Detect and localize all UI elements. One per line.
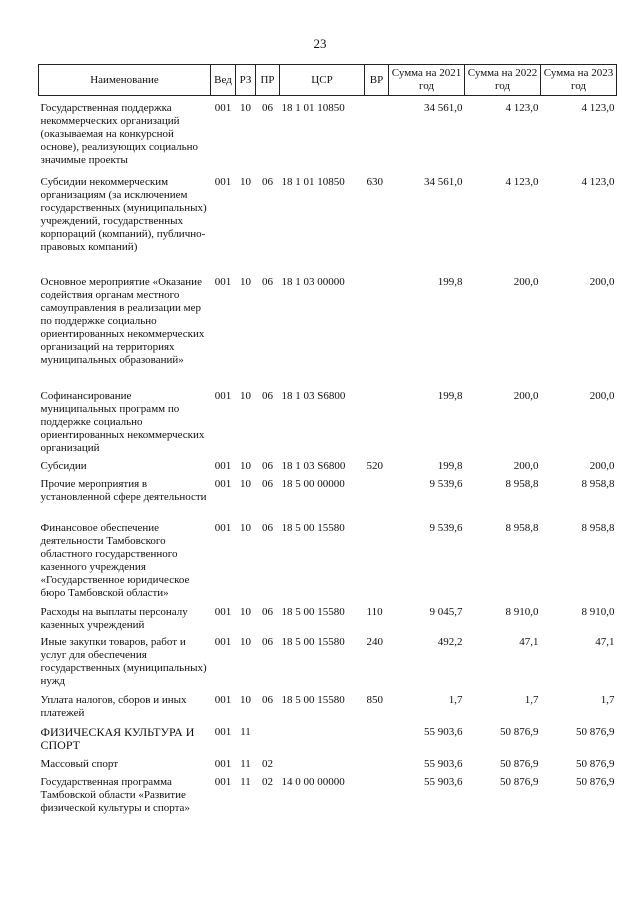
row-sum-2021: 55 903,6 (424, 758, 463, 770)
row-csr: 18 5 00 15580 (281, 606, 345, 618)
table-row (39, 102, 617, 176)
column-header-rz: РЗ (236, 65, 256, 96)
budget-table (38, 64, 617, 820)
row-pr: 06 (262, 522, 273, 534)
row-rz: 10 (240, 478, 251, 490)
row-name: Основное мероприятие «Оказание содействия органам местного самоуправления в реализации мер по поддержке социально ориентированных некоммерческих организаций на территориях муниципальных образований» (40, 276, 205, 366)
row-vr (365, 522, 389, 606)
row-rz: 10 (240, 694, 251, 706)
table-row (39, 276, 617, 390)
row-rz: 10 (240, 176, 251, 188)
row-ved: 001 (214, 276, 232, 288)
row-ved: 001 (214, 726, 232, 738)
row-name: Прочие мероприятия в установленной сфере деятельности (40, 478, 207, 503)
row-sum-2023: 50 876,9 (576, 726, 615, 738)
row-ved: 001 (214, 522, 232, 534)
row-pr: 02 (262, 776, 273, 788)
column-header-sum-2022: Сумма на 2022 год (465, 65, 541, 96)
row-sum-2021: 34 561,0 (424, 176, 463, 188)
row-sum-2021: 9 539,6 (429, 478, 463, 490)
row-rz: 10 (240, 276, 251, 288)
row-csr: 18 1 03 00000 (281, 276, 345, 288)
row-sum-2022: 8 958,8 (505, 522, 539, 534)
row-ved: 001 (214, 102, 232, 114)
table-row (39, 726, 617, 758)
row-sum-2023: 8 958,8 (581, 522, 615, 534)
row-pr: 06 (262, 102, 273, 114)
row-sum-2022: 50 876,9 (500, 758, 539, 770)
row-csr (280, 726, 365, 758)
row-ved: 001 (214, 460, 232, 472)
column-header-sum-2023: Сумма на 2023 год (541, 65, 617, 96)
row-csr: 18 1 01 10850 (281, 176, 345, 188)
row-name: Уплата налогов, сборов и иных платежей (40, 694, 187, 719)
row-pr: 06 (262, 176, 273, 188)
row-sum-2023: 200,0 (589, 390, 615, 402)
row-name: Софинансирование муниципальных программ по поддержке социально ориентированных некоммерческих организаций (40, 390, 205, 454)
row-name: Финансовое обеспечение деятельности Тамбовского областного государственного казенного учреждения «Государственное юридическое бюро Тамбовской области» (40, 522, 190, 599)
row-ved: 001 (214, 776, 232, 788)
column-header-sum-2021: Сумма на 2021 год (389, 65, 465, 96)
row-vr (365, 102, 389, 176)
row-ved: 001 (214, 478, 232, 490)
column-header-vr: ВР (365, 65, 389, 96)
row-name: Расходы на выплаты персоналу казенных учреждений (40, 606, 188, 631)
row-vr (365, 390, 389, 460)
column-header-ved: Вед (211, 65, 236, 96)
table-row (39, 606, 617, 636)
table-row (39, 176, 617, 276)
row-sum-2023: 200,0 (589, 276, 615, 288)
row-sum-2021: 199,8 (437, 390, 463, 402)
row-ved: 001 (214, 606, 232, 618)
row-sum-2023: 4 123,0 (581, 176, 615, 188)
row-ved: 001 (214, 758, 232, 770)
row-name: ФИЗИЧЕСКАЯ КУЛЬТУРА И СПОРТ (40, 725, 195, 752)
table-header (39, 65, 617, 96)
row-csr: 18 5 00 15580 (281, 694, 345, 706)
row-ved: 001 (214, 636, 232, 648)
row-sum-2023: 50 876,9 (576, 776, 615, 788)
column-header-pr: ПР (256, 65, 280, 96)
row-sum-2022: 4 123,0 (505, 176, 539, 188)
row-rz: 10 (240, 460, 251, 472)
table-row (39, 460, 617, 478)
row-sum-2021: 492,2 (437, 636, 463, 648)
row-sum-2023: 47,1 (595, 636, 615, 648)
row-vr (365, 478, 389, 522)
row-sum-2022: 1,7 (524, 694, 539, 706)
row-rz: 10 (240, 522, 251, 534)
table-row (39, 636, 617, 694)
row-csr (280, 758, 365, 776)
row-rz: 11 (240, 726, 251, 738)
row-sum-2021: 1,7 (448, 694, 463, 706)
row-sum-2021: 34 561,0 (424, 102, 463, 114)
row-vr (365, 776, 389, 820)
row-vr: 240 (366, 636, 383, 648)
table-row (39, 522, 617, 606)
row-sum-2023: 1,7 (600, 694, 615, 706)
row-vr: 630 (366, 176, 383, 188)
page-number: 23 (313, 36, 327, 51)
row-ved: 001 (214, 694, 232, 706)
column-header-csr: ЦСР (280, 65, 365, 96)
row-sum-2022: 8 910,0 (505, 606, 539, 618)
row-csr: 18 1 03 S6800 (281, 390, 346, 402)
row-pr: 06 (262, 276, 273, 288)
row-sum-2021: 9 539,6 (429, 522, 463, 534)
row-pr: 06 (262, 460, 273, 472)
table-row (39, 390, 617, 460)
row-rz: 10 (240, 102, 251, 114)
row-sum-2023: 8 910,0 (581, 606, 615, 618)
row-sum-2023: 50 876,9 (576, 758, 615, 770)
row-pr: 06 (262, 390, 273, 402)
row-rz: 10 (240, 390, 251, 402)
row-rz: 11 (240, 776, 251, 788)
row-pr: 06 (262, 606, 273, 618)
row-sum-2023: 8 958,8 (581, 478, 615, 490)
row-pr: 06 (262, 694, 273, 706)
row-pr: 06 (262, 636, 273, 648)
row-rz: 11 (240, 758, 251, 770)
row-sum-2022: 50 876,9 (500, 776, 539, 788)
table-row (39, 694, 617, 726)
row-sum-2022: 200,0 (513, 390, 539, 402)
row-vr (365, 726, 389, 758)
row-csr: 18 1 03 S6800 (281, 460, 346, 472)
table-row (39, 758, 617, 776)
row-name: Государственная поддержка некоммерческих организаций (оказываемая на конкурсной основе), реализующих социально значимые проекты (40, 102, 199, 166)
row-name: Субсидии (40, 460, 87, 472)
row-vr: 110 (366, 606, 383, 618)
row-pr: 02 (262, 758, 273, 770)
row-sum-2022: 50 876,9 (500, 726, 539, 738)
row-ved: 001 (214, 390, 232, 402)
row-rz: 10 (240, 606, 251, 618)
row-sum-2023: 200,0 (589, 460, 615, 472)
row-csr: 18 5 00 15580 (281, 522, 345, 534)
table-row (39, 478, 617, 522)
row-csr: 18 1 01 10850 (281, 102, 345, 114)
row-ved: 001 (214, 176, 232, 188)
table-row (39, 776, 617, 820)
row-sum-2021: 55 903,6 (424, 726, 463, 738)
row-vr: 850 (366, 694, 383, 706)
row-sum-2021: 55 903,6 (424, 776, 463, 788)
column-header-name: Наименование (39, 65, 211, 96)
table-body (39, 96, 617, 821)
row-pr (256, 726, 280, 758)
row-sum-2022: 8 958,8 (505, 478, 539, 490)
row-pr: 06 (262, 478, 273, 490)
row-rz: 10 (240, 636, 251, 648)
row-vr (365, 276, 389, 390)
row-csr: 18 5 00 15580 (281, 636, 345, 648)
row-name: Иные закупки товаров, работ и услуг для обеспечения государственных (муниципальных) нужд (40, 636, 207, 687)
row-sum-2023: 4 123,0 (581, 102, 615, 114)
row-sum-2022: 200,0 (513, 460, 539, 472)
row-csr: 18 5 00 00000 (281, 478, 345, 490)
row-sum-2021: 199,8 (437, 276, 463, 288)
row-sum-2021: 199,8 (437, 460, 463, 472)
row-sum-2022: 47,1 (519, 636, 539, 648)
row-sum-2021: 9 045,7 (429, 606, 463, 618)
row-name: Субсидии некоммерческим организациям (за исключением государственных (муниципальных) учреждений, государственных корпораций (компаний), публично-правовых компаний) (40, 176, 207, 253)
row-sum-2022: 200,0 (513, 276, 539, 288)
row-name: Массовый спорт (40, 758, 119, 770)
row-sum-2022: 4 123,0 (505, 102, 539, 114)
row-name: Государственная программа Тамбовской области «Развитие физической культуры и спорта» (40, 776, 190, 814)
row-vr: 520 (366, 460, 383, 472)
row-vr (365, 758, 389, 776)
row-csr: 14 0 00 00000 (281, 776, 345, 788)
